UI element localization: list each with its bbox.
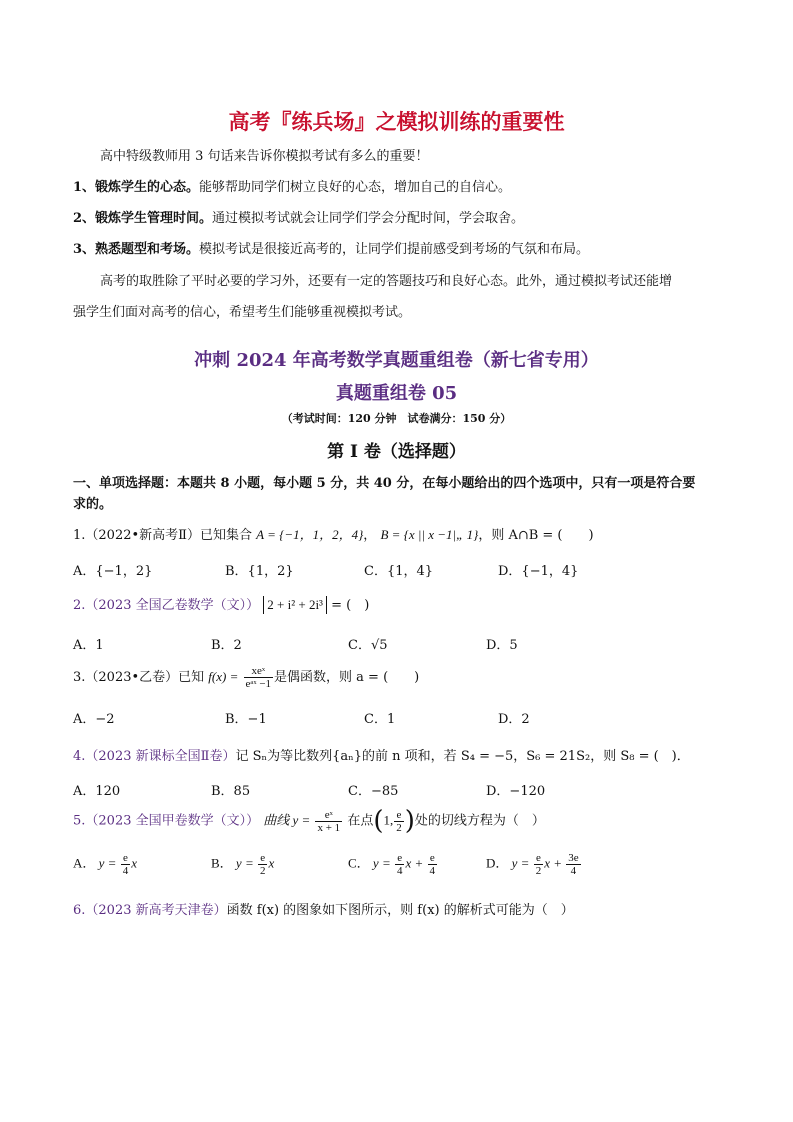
- q4-option-c[interactable]: C．−85: [348, 784, 399, 799]
- closing-line-2: 强学生们面对高考的信心，希望考生们能够重视模拟考试。: [73, 305, 412, 320]
- question-6: [73, 899, 574, 918]
- q1-set-b: B = {x || x −1|„ 1}: [380, 527, 479, 542]
- q5-option-d-num: e: [534, 852, 544, 865]
- q5-text-c: 处的切线方程为（ ）: [414, 813, 545, 829]
- q5-option-b-num: e: [258, 852, 268, 865]
- point-1-text: 能够帮助同学们树立良好的心态，增加自己的自信心。: [199, 180, 512, 195]
- q5-option-b[interactable]: [211, 852, 274, 877]
- q2-option-c[interactable]: C．√5: [348, 638, 388, 653]
- q4-source: 4.（2023 新课标全国Ⅱ卷）: [73, 749, 236, 764]
- section-instructions-1: 一、单项选择题：本题共 8 小题，每小题 5 分，共 40 分，在每小题给出的四个选项中，只有一项是符合要: [73, 476, 696, 491]
- q1-tail: ，则 A∩B = ( ): [478, 528, 594, 543]
- q4-text: 记 Sₙ为等比数列{aₙ}的前 n 项和，若 S₄ = −5，S₆ = 21S₂，则 S₈ = ( )．: [235, 749, 690, 764]
- point-3: [73, 238, 589, 257]
- q5-option-c-den: 4: [396, 865, 403, 877]
- q2-option-d[interactable]: D．5: [486, 638, 518, 653]
- q5-denominator: x + 1: [317, 821, 341, 834]
- q5-point-denominator: 2: [396, 821, 402, 834]
- q5-option-c-num: e: [395, 852, 405, 865]
- q5-option-d-fraction: [534, 852, 544, 877]
- q5-option-d-lhs: y =: [511, 855, 530, 871]
- q5-option-c-fraction: [395, 852, 405, 877]
- intro-text: 高中特级教师用 3 句话来告诉你模拟考试有多么的重要！: [100, 149, 429, 164]
- q5-option-b-lhs: y =: [235, 855, 254, 871]
- q3-numerator: xeˣ: [244, 665, 274, 678]
- q1-option-c[interactable]: C．{1，4}: [364, 564, 434, 579]
- exam-title: 冲刺 2024 年高考数学真题重组卷（新七省专用）: [194, 350, 599, 371]
- q1-option-b[interactable]: B．{1，2}: [225, 564, 294, 579]
- q3-option-a[interactable]: A．−2: [73, 712, 115, 727]
- exam-meta: （考试时间：120 分钟 试卷满分：150 分）: [281, 412, 512, 425]
- q5-text-a: 曲线 y =: [263, 812, 311, 828]
- q5-option-c-lhs: y =: [372, 855, 391, 871]
- q1-option-d[interactable]: D．{−1，4}: [498, 564, 579, 579]
- q5-option-d-den: 2: [535, 865, 542, 877]
- q5-source: 5.（2023 全国甲卷数学（文））: [73, 813, 260, 829]
- q5-numerator: eˣ: [315, 809, 342, 822]
- q5-left-paren: (: [373, 806, 384, 836]
- question-3: [73, 665, 419, 690]
- q1-prefix: 1.（2022•新高考Ⅱ）已知集合: [73, 528, 252, 543]
- q1-option-a[interactable]: A．{−1，2}: [73, 564, 153, 579]
- q2-tail: = ( ): [331, 598, 370, 613]
- closing-line-1: 高考的取胜除了平时必要的学习外，还要有一定的答题技巧和良好心态。此外，通过模拟考试还能增: [100, 274, 673, 289]
- q4-option-d[interactable]: D．−120: [486, 784, 546, 799]
- point-2: [73, 207, 524, 226]
- q5-option-a-fraction: [121, 852, 131, 877]
- q2-option-a[interactable]: A．1: [73, 638, 104, 653]
- q6-text: 函数 f(x) 的图象如下图所示，则 f(x) 的解析式可能为（ ）: [226, 903, 574, 918]
- q1-set-a: A = {−1，1，2，4}: [256, 527, 364, 542]
- q5-fraction: [315, 809, 342, 834]
- q2-expression: 2 + i² + 2i³: [263, 596, 327, 614]
- q3-option-c[interactable]: C．1: [364, 712, 396, 727]
- q5-option-c-num2: e: [428, 852, 438, 865]
- q5-option-d-num2: 3e: [568, 852, 579, 864]
- q5-point-numerator: e: [394, 809, 404, 822]
- question-5: [73, 808, 545, 834]
- q5-option-a-label: A．: [73, 855, 96, 871]
- page-title: 高考『练兵场』之模拟训练的重要性: [228, 109, 565, 134]
- q5-option-a-num: e: [121, 852, 131, 865]
- q5-option-b-den: 2: [259, 865, 266, 877]
- q5-option-d-label: D．: [486, 855, 509, 871]
- q5-text-b: 在点: [347, 813, 374, 829]
- q3-lhs: f(x) =: [208, 669, 239, 684]
- q3-tail: 是偶函数，则 a = ( ): [274, 670, 420, 685]
- q5-option-a-rest: x: [131, 855, 137, 871]
- question-2: [73, 594, 369, 614]
- q5-option-c-label: C．: [348, 855, 370, 871]
- section-instructions-2: 求的。: [73, 497, 113, 512]
- q5-option-a[interactable]: [73, 852, 137, 877]
- q5-option-a-lhs: y =: [98, 855, 117, 871]
- q2-option-b[interactable]: B．2: [211, 638, 242, 653]
- q3-denominator: eᵃˣ −1: [245, 678, 272, 690]
- point-2-text: 通过模拟考试就会让同学们学会分配时间，学会取舍。: [212, 211, 525, 226]
- point-3-lead: 3、熟悉题型和考场。: [73, 242, 200, 257]
- q5-point-fraction: [394, 809, 404, 834]
- q5-option-d-fraction-2: [566, 852, 580, 877]
- q5-option-d-rest: x +: [544, 855, 562, 871]
- q5-option-b-label: B．: [211, 855, 233, 871]
- q3-fraction: [244, 665, 274, 690]
- point-3-text: 模拟考试是很接近高考的，让同学们提前感受到考场的气氛和布局。: [199, 242, 590, 257]
- q5-point-a: 1,: [383, 812, 394, 828]
- q5-option-b-fraction: [258, 852, 268, 877]
- point-1-lead: 1、锻炼学生的心态。: [73, 180, 200, 195]
- q5-option-a-den: 4: [122, 865, 129, 877]
- q5-option-c-fraction-2: [428, 852, 438, 877]
- q3-option-d[interactable]: D．2: [498, 712, 530, 727]
- q4-option-a[interactable]: A．120: [73, 784, 121, 799]
- q6-source: 6.（2023 新高考天津卷）: [73, 903, 227, 918]
- q5-option-c-den2: 4: [429, 865, 436, 877]
- question-4: [73, 745, 690, 764]
- q5-option-b-rest: x: [268, 855, 275, 871]
- q5-option-c-rest: x +: [405, 855, 424, 871]
- q3-option-b[interactable]: B．−1: [225, 712, 267, 727]
- question-1: 1.（2022•新高考Ⅱ）已知集合 A = {−1，1，2，4}， B = {x || x −1|„ 1}，则 A∩B = ( ): [73, 527, 594, 543]
- q2-source: 2.（2023 全国乙卷数学（文））: [73, 598, 260, 613]
- point-1: [73, 176, 511, 195]
- part-title: 第 I 卷（选择题）: [327, 442, 466, 462]
- q4-option-b[interactable]: B．85: [211, 784, 251, 799]
- q3-prefix: 3.（2023•乙卷）已知: [73, 670, 205, 685]
- q5-option-c[interactable]: [348, 852, 438, 877]
- point-2-lead: 2、锻炼学生管理时间。: [73, 211, 213, 226]
- q5-option-d-den2: 4: [570, 865, 577, 877]
- q5-right-paren: ): [404, 806, 415, 836]
- exam-subtitle: 真题重组卷 05: [335, 383, 458, 404]
- q5-option-d[interactable]: [486, 852, 582, 877]
